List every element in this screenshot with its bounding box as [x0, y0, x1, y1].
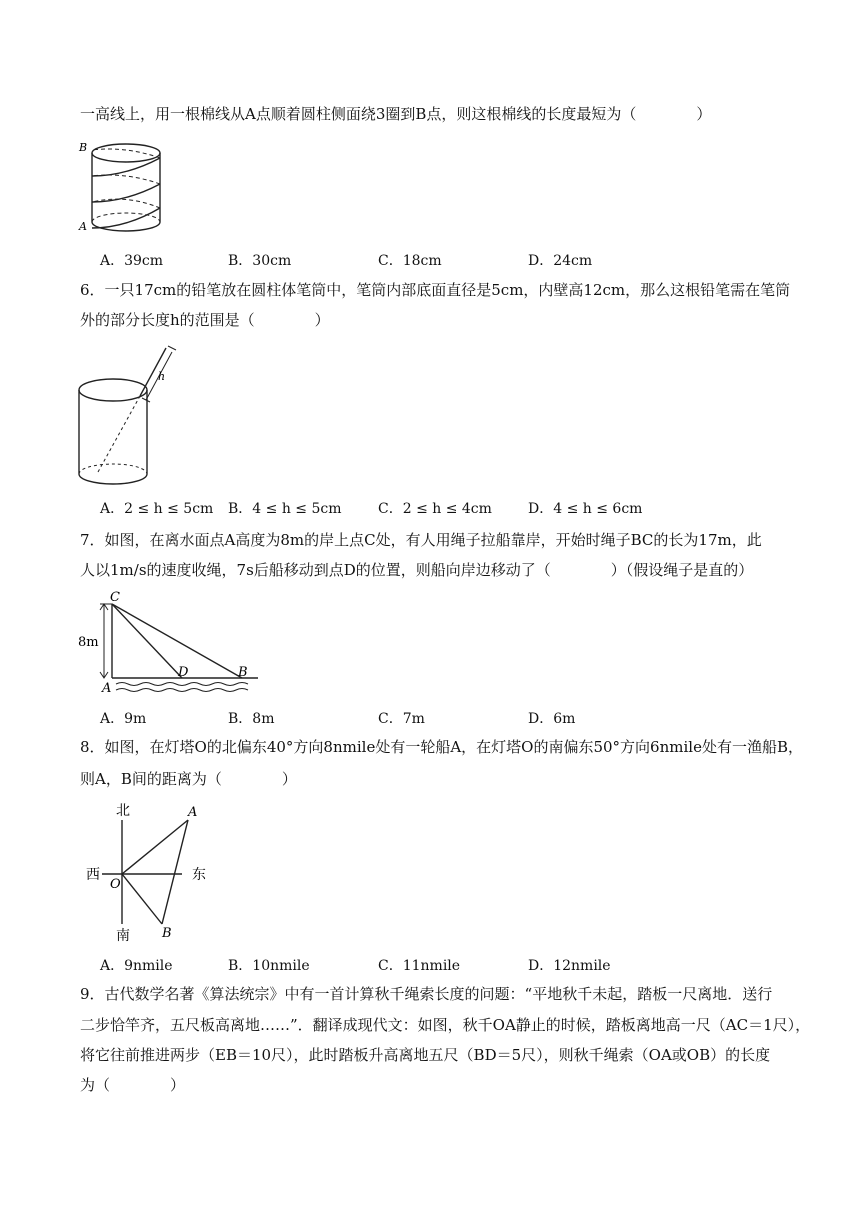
q8-text-line1: 8．如图，在灯塔O的北偏东40°方向8nmile处有一轮船A，在灯塔O的南偏东50°方向6nmile处有一渔船B，	[80, 738, 803, 756]
q5-option-d[interactable]: D．24cm	[528, 253, 593, 269]
q8-option-a[interactable]: A．9nmile	[100, 958, 173, 974]
q9-text-line1: 9．古代数学名著《算法统宗》中有一首计算秋千绳索长度的问题：“平地秋千未起，踏板一尺离地．送行	[80, 985, 773, 1003]
q8-lighthouse-figure	[82, 800, 212, 946]
q9-text-line2: 二步恰竿齐，五尺板高离地……”．翻译成现代文：如图，秋千OA静止的时候，踏板离地高一尺（AC＝1尺），	[80, 1016, 811, 1034]
q7-label-height: 8m	[78, 635, 99, 650]
q7-text-line1: 7．如图，在离水面点A高度为8m的岸上点C处，有人用绳子拉船靠岸，开始时绳子BC的长为17m，此	[80, 531, 762, 549]
q8-label-b: B	[162, 926, 172, 941]
q8-text-line2: 则A，B间的距离为（ ）	[80, 770, 297, 788]
q8-label-east: 东	[192, 867, 206, 883]
q6-text-line2: 外的部分长度h的范围是（ ）	[80, 311, 330, 329]
q6-label-h: h	[158, 370, 166, 383]
q6-option-c[interactable]: C．2 ≤ h ≤ 4cm	[378, 501, 492, 517]
q7-option-c[interactable]: C．7m	[378, 711, 425, 727]
q6-pencil-figure	[76, 344, 186, 490]
q5-option-c[interactable]: C．18cm	[378, 253, 442, 269]
q7-label-b: B	[238, 665, 248, 680]
q5-label-b: B	[79, 141, 88, 154]
q5-text: 一高线上，用一根棉线从A点顺着圆柱侧面绕3圈到B点，则这根棉线的长度最短为（ ）	[80, 105, 712, 123]
q7-label-d: D	[178, 665, 189, 680]
q6-option-d[interactable]: D．4 ≤ h ≤ 6cm	[528, 501, 643, 517]
q7-label-a: A	[102, 681, 112, 696]
q8-option-b[interactable]: B．10nmile	[228, 958, 310, 974]
q7-option-b[interactable]: B．8m	[228, 711, 275, 727]
q8-label-west: 西	[86, 867, 100, 883]
q8-label-o: O	[110, 877, 121, 892]
q5-option-a[interactable]: A．39cm	[100, 253, 164, 269]
q6-text-line1: 6．一只17cm的铅笔放在圆柱体笔筒中，笔筒内部底面直径是5cm，内壁高12cm，那么这根铅笔需在笔筒	[80, 281, 791, 299]
q9-text-line3: 将它往前推进两步（EB＝10尺），此时踏板升高离地五尺（BD＝5尺），则秋千绳索（OA或OB）的长度	[80, 1046, 771, 1064]
q9-text-line4: 为（ ）	[80, 1076, 186, 1094]
q6-option-a[interactable]: A．2 ≤ h ≤ 5cm	[100, 501, 214, 517]
q5-cylinder-figure	[76, 136, 172, 240]
q7-text-line2: 人以1m/s的速度收绳，7s后船移动到点D的位置，则船向岸边移动了（ ）（假设绳子是直的）	[80, 561, 754, 579]
q7-option-d[interactable]: D．6m	[528, 711, 576, 727]
q8-label-a: A	[188, 805, 198, 820]
q7-option-a[interactable]: A．9m	[100, 711, 147, 727]
q5-option-b[interactable]: B．30cm	[228, 253, 292, 269]
q7-boat-figure	[76, 590, 266, 700]
q8-label-north: 北	[116, 803, 130, 819]
q8-option-d[interactable]: D．12nmile	[528, 958, 611, 974]
q7-label-c: C	[110, 590, 120, 605]
q8-option-c[interactable]: C．11nmile	[378, 958, 461, 974]
q8-label-south: 南	[116, 928, 130, 944]
q6-option-b[interactable]: B．4 ≤ h ≤ 5cm	[228, 501, 342, 517]
q5-label-a: A	[79, 220, 87, 233]
